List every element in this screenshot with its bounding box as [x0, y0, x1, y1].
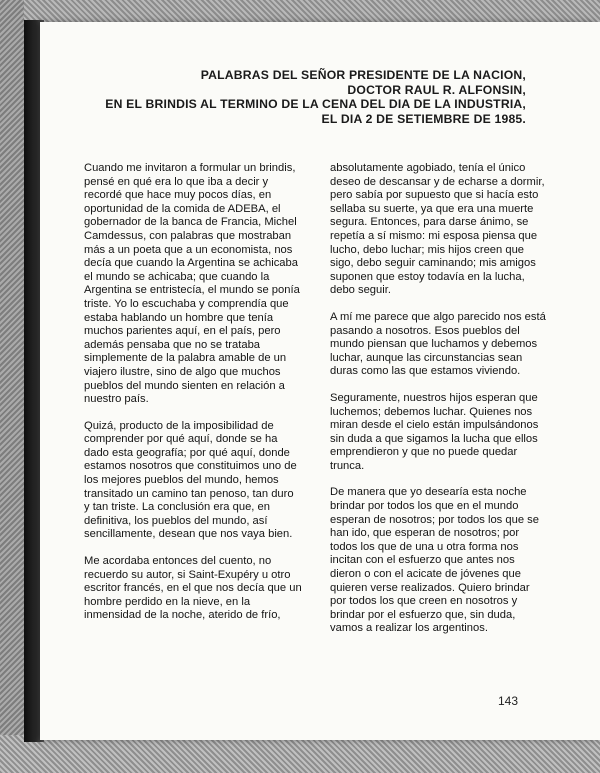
heading-line-2: DOCTOR RAUL R. ALFONSIN,	[347, 82, 526, 97]
paragraph: Cuando me invitaron a formular un brindis, pensé en qué era lo que iba a decir y recordé que hace muy pocos días, en oportunidad de la comida de ADEBA, el gobernador de la banca de Francia, Michel Camdessus, con palabras que mostraban más a un poeta que a un economista, nos decía que cuando la Argentina se achicaba el mundo se achicaba; que cuando la Argentina se entristecía, el mundo se ponía triste. Yo lo escuchaba y comprendía que estaba hablando un hombre que tenía muchos parientes aquí, en el país, pero además pensaba que no se trataba simplemente de la palabra amable de un viajero ilustre, sino de algo que muchos pueblos del mundo sienten en relación a nuestro país.	[84, 162, 300, 406]
heading-line-3: EN EL BRINDIS AL TERMINO DE LA CENA DEL DIA DE LA INDUSTRIA,	[105, 97, 526, 112]
paragraph: absolutamente agobiado, tenía el único deseo de descansar y de echarse a dormir, pero sabía por supuesto que si hacía esto sellaba su suerte, ya que era una muerte segura. Entonces, para darse ánimo, se repetía a sí mismo: mi esposa piensa que lucho, debo luchar; mis hijos creen que sigo, debo seguir caminando; mis amigos suponen que estoy todavía en la lucha, debo seguir.	[330, 162, 545, 297]
page-number: 143	[498, 694, 519, 708]
paragraph: Seguramente, nuestros hijos esperan que luchemos; debemos luchar. Quienes nos miran desde el cielo están impulsándonos sin duda a que sigamos la lucha que ellos emprendieron y que no puede quedar trunca.	[330, 391, 539, 472]
right-text-column	[330, 162, 548, 649]
scan-border-bottom	[0, 735, 600, 773]
paragraph: De manera que yo desearía esta noche brindar por todos los que en el mundo esperan de nosotros; por todos los que se han ido, que esperan de nosotros; por todos los que de una u otra forma nos incitan con el esfuerzo que antes nos dieron o con el acicate de jóvenes que quieren verse realizados. Quiero brindar por todos los que creen en nosotros y brindar por el esfuerzo que, sin duda, vamos a realizar los argentinos.	[330, 486, 539, 635]
paragraph: A mí me parece que algo parecido nos está pasando a nosotros. Esos pueblos del mundo piensan que luchamos y debemos luchar, aunque las circunstancias sean duras como las que estamos viviendo.	[330, 310, 546, 378]
paragraph: Me acordaba entonces del cuento, no recuerdo su autor, si Saint-Exupéry u otro escritor francés, en el que nos decía que un hombre perdido en la nieve, en la inmensidad de la noche, aterido de frío,	[84, 555, 302, 622]
speech-heading	[56, 68, 526, 126]
scan-border-left	[0, 0, 24, 773]
heading-line-4: EL DIA 2 DE SETIEMBRE DE 1985.	[321, 111, 526, 126]
left-text-column	[84, 162, 302, 636]
paragraph: Quizá, producto de la imposibilidad de comprender por qué aquí, donde se ha dado esta geografía; por qué aquí, donde estamos nosotros que constituimos uno de los mejores pueblos del mundo, hemos transitado un camino tan penoso, tan duro y tan triste. La conclusión era que, en definitiva, los pueblos del mundo, así sencillamente, desean que nos vaya bien.	[84, 419, 297, 541]
heading-line-1: PALABRAS DEL SEÑOR PRESIDENTE DE LA NACION,	[200, 68, 526, 82]
